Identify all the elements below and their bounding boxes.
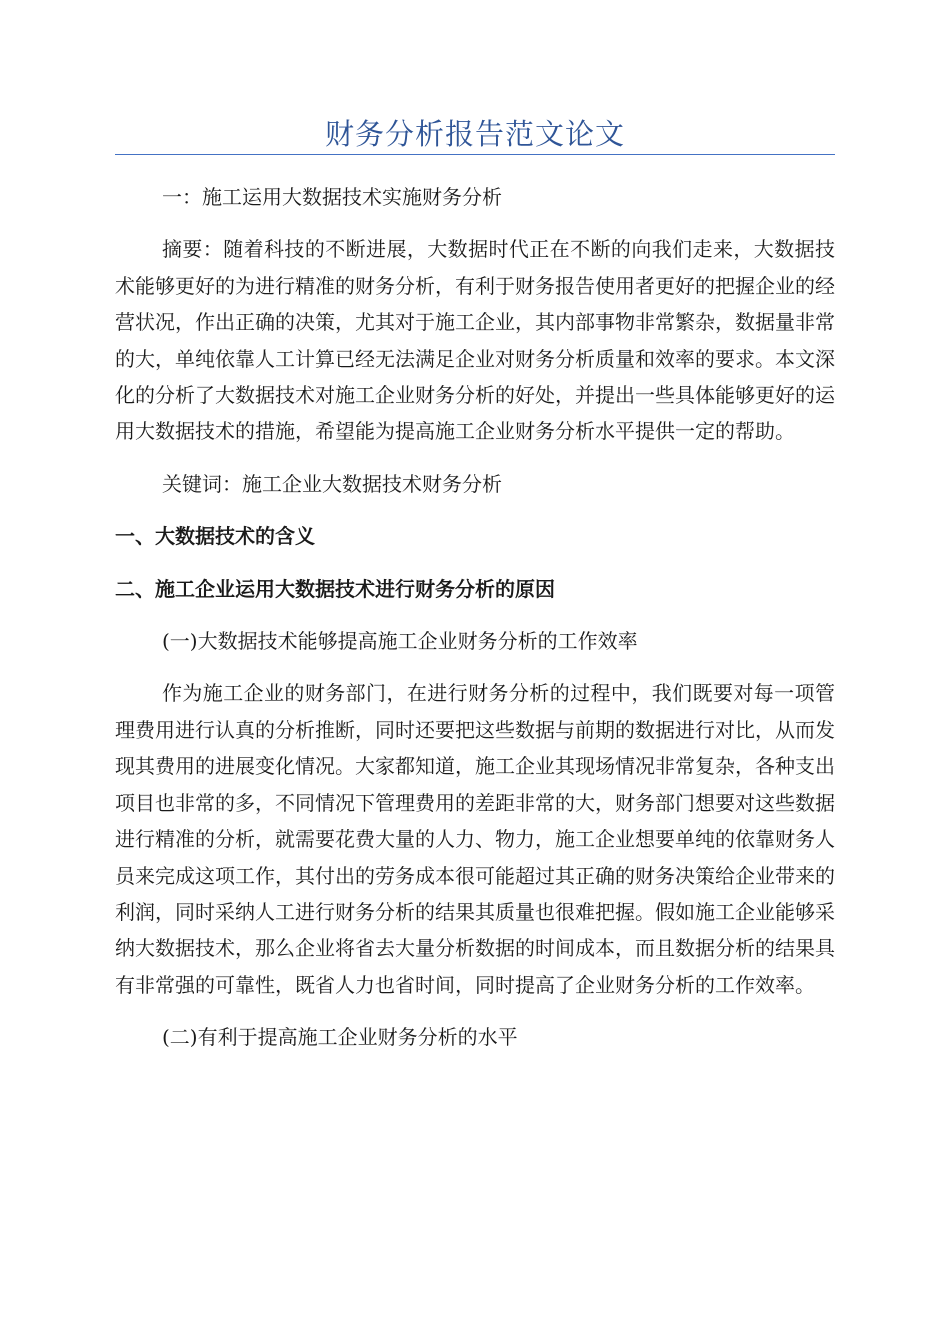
abstract-paragraph: 摘要：随着科技的不断进展，大数据时代正在不断的向我们走来，大数据技术能够更好的为进行精准的财务分析，有利于财务报告使用者更好的把握企业的经营状况，作出正确的决策，尤其对于施工企业，其内部事物非常繁杂，数据量非常的大，单纯依靠人工计算已经无法满足企业对财务分析质量和效率的要求。本文深化的分析了大数据技术对施工企业财务分析的好处，并提出一些具体能够更好的运用大数据技术的措施，希望能为提高施工企业财务分析水平提供一定的帮助。: [115, 237, 835, 444]
heading-1: 一、大数据技术的含义: [115, 524, 315, 549]
title-underline: [115, 154, 835, 155]
document-page: [115, 0, 835, 1056]
subheading-2: (二)有利于提高施工企业财务分析的水平: [162, 1025, 518, 1050]
section-intro: 一：施工运用大数据技术实施财务分析: [162, 185, 502, 209]
keywords-line: 关键词：施工企业大数据技术财务分析: [162, 471, 502, 496]
document-title: 财务分析报告范文论文: [324, 117, 625, 151]
heading-2: 二、施工企业运用大数据技术进行财务分析的原因: [115, 576, 555, 601]
body-paragraph: 作为施工企业的财务部门，在进行财务分析的过程中，我们既要对每一项管理费用进行认真的分析推断，同时还要把这些数据与前期的数据进行对比，从而发现其费用的进展变化情况。大家都知道，施工企业其现场情况非常复杂，各种支出项目也非常的多，不同情况下管理费用的差距非常的大，财务部门想要对这些数据进行精准的分析，就需要花费大量的人力、物力，施工企业想要单纯的依靠财务人员来完成这项工作，其付出的劳务成本很可能超过其正确的财务决策给企业带来的利润，同时采纳人工进行财务分析的结果其质量也很难把握。假如施工企业能够采纳大数据技术，那么企业将省去大量分析数据的时间成本，而且数据分析的结果具有非常强的可靠性，既省人力也省时间，同时提高了企业财务分析的工作效率。: [115, 681, 835, 997]
subheading-1: (一)大数据技术能够提高施工企业财务分析的工作效率: [162, 629, 638, 654]
